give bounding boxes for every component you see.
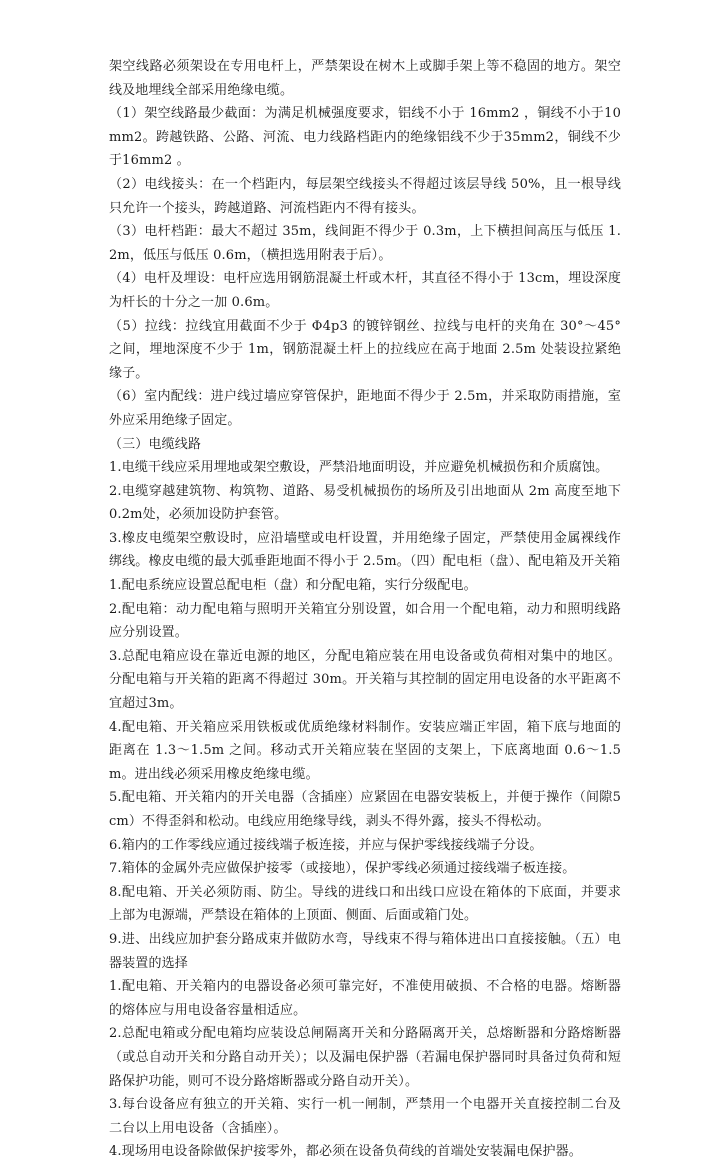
paragraph-pole-burial: （4）电杆及埋设：电杆应选用钢筋混凝土杆或木杆，其直径不得小于 13cm，埋设深度为杆长的十分之一加 0.6m。	[109, 271, 621, 310]
paragraph-device-reliability: 1.配电箱、开关箱内的电器设备必须可靠完好，不准使用破损、不合格的电器。熔断器的熔体应与用电设备容量相适应。	[109, 979, 621, 1018]
paragraph-switch-mounting: 5.配电箱、开关箱内的开关电器（含插座）应紧固在电器安装板上，并便于操作（间隙5cm）不得歪斜和松动。电线应用绝缘导线，剥头不得外露，接头不得松动。	[109, 790, 621, 829]
paragraph-guy-wire: （5）拉线：拉线宜用截面不少于 Φ4p3 的镀锌钢丝、拉线与电杆的夹角在 30°～45°之间，埋地深度不少于 1m，钢筋混凝土杆上的拉线应在高于地面 2.5m 处装设拉紧绝缘子。	[109, 318, 621, 381]
paragraph-cable-trunk: 1.电缆干线应采用埋地或架空敷设，严禁沿地面明设，并应避免机械损伤和介质腐蚀。	[109, 460, 609, 476]
paragraph-pole-span: （3）电杆档距：最大不超过 35m，线间距不得少于 0.3m，上下横担间高压与低压 1.2m，低压与低压 0.6m，（横担选用附表于后）。	[109, 224, 621, 263]
paragraph-isolation-switch: 2.总配电箱或分配电箱均应装设总闸隔离开关和分路隔离开关，总熔断器和分路熔断器（或总自动开关和分路自动开关）；以及漏电保护器（若漏电保护器同时具备过负荷和短路保护功能，则可不设分路熔断器或分路自动开关）。	[109, 1026, 621, 1089]
paragraph-wire-joints: （2）电线接头：在一个档距内，每层架空线接头不得超过该层导线 50%，且一根导线只允许一个接头，跨越道路、河流档距内不得有接头。	[109, 176, 621, 216]
paragraph-neutral-terminal: 6.箱内的工作零线应通过接线端子板连接，并应与保护零线接线端子分设。	[109, 837, 543, 853]
paragraph-rubber-cable: 3.橡皮电缆架空敷设时，应沿墙壁或电杆设置，并用绝缘子固定，严禁使用金属裸线作绑线。橡皮电缆的最大弧垂距地面不得小于 2.5m。（四）配电柜（盘）、配电箱及开关箱	[109, 530, 621, 570]
paragraph-min-cross-section: （1）架空线路最少截面：为满足机械强度要求，铝线不小于 16mm2 ，铜线不小于10mm2。跨越铁路、公路、河流、电力线路档距内的绝缘铝线不少于35mm2，铜线不少于16mm2 。	[109, 106, 621, 169]
paragraph-cable-sleeve: 2.电缆穿越建筑物、构筑物、道路、易受机械损伤的场所及引出地面从 2m 高度至地下 0.2m处，必须加设防护套管。	[109, 483, 621, 523]
paragraph-overhead-line-intro: 架空线路必须架设在专用电杆上，严禁架设在树木上或脚手架上等不稳固的地方。架空线及地埋线全部采用绝缘电缆。	[109, 59, 621, 98]
paragraph-one-machine-one-switch: 3.每台设备应有独立的开关箱、实行一机一闸制，严禁用一个电器开关直接控制二台及二台以上用电设备（含插座）。	[109, 1097, 621, 1136]
paragraph-cable-entry: 9.进、出线应加护套分路成束并做防水弯，导线束不得与箱体进出口直接接触。（五）电器装置的选择	[109, 931, 621, 971]
paragraph-distribution-box: 2.配电箱：动力配电箱与照明开关箱宜分别设置，如合用一个配电箱，动力和照明线路应分别设置。	[109, 601, 621, 641]
paragraph-indoor-wiring: （6）室内配线：进户线过墙应穿管保护，距地面不得少于 2.5m，并采取防雨措施，室外应采用绝缘子固定。	[109, 389, 621, 428]
paragraph-distribution-system: 1.配电系统应设置总配电柜（盘）和分配电箱，实行分级配电。	[109, 578, 477, 594]
paragraph-main-box-location: 3.总配电箱应设在靠近电源的地区，分配电箱应装在用电设备或负荷相对集中的地区。分配电箱与开关箱的距离不得超过 30m。开关箱与其控制的固定用电设备的水平距离不宜超过3m。	[109, 648, 621, 712]
paragraph-rain-dust-proof: 8.配电箱、开关必须防雨、防尘。导线的进线口和出线口应设在箱体的下底面，并要求上部为电源端，严禁设在箱体的上顶面、侧面、后面或箱门处。	[109, 884, 621, 924]
paragraph-leakage-protector: 4.现场用电设备除做保护接零外，都必须在设备负荷线的首端处安装漏电保护器。	[109, 1144, 582, 1160]
document-body	[109, 55, 621, 1164]
section-heading-cable-lines: （三）电缆线路	[109, 436, 202, 452]
paragraph-protective-earthing: 7.箱体的金属外壳应做保护接零（或接地），保护零线必须通过接线端子板连接。	[109, 861, 576, 877]
paragraph-box-material: 4.配电箱、开关箱应采用铁板或优质绝缘材料制作。安装应端正牢固，箱下底与地面的距离在 1.3～1.5m 之间。移动式开关箱应装在坚固的支架上，下底离地面 0.6～1.5m。进出线必须采用橡皮绝缘电缆。	[109, 719, 621, 782]
